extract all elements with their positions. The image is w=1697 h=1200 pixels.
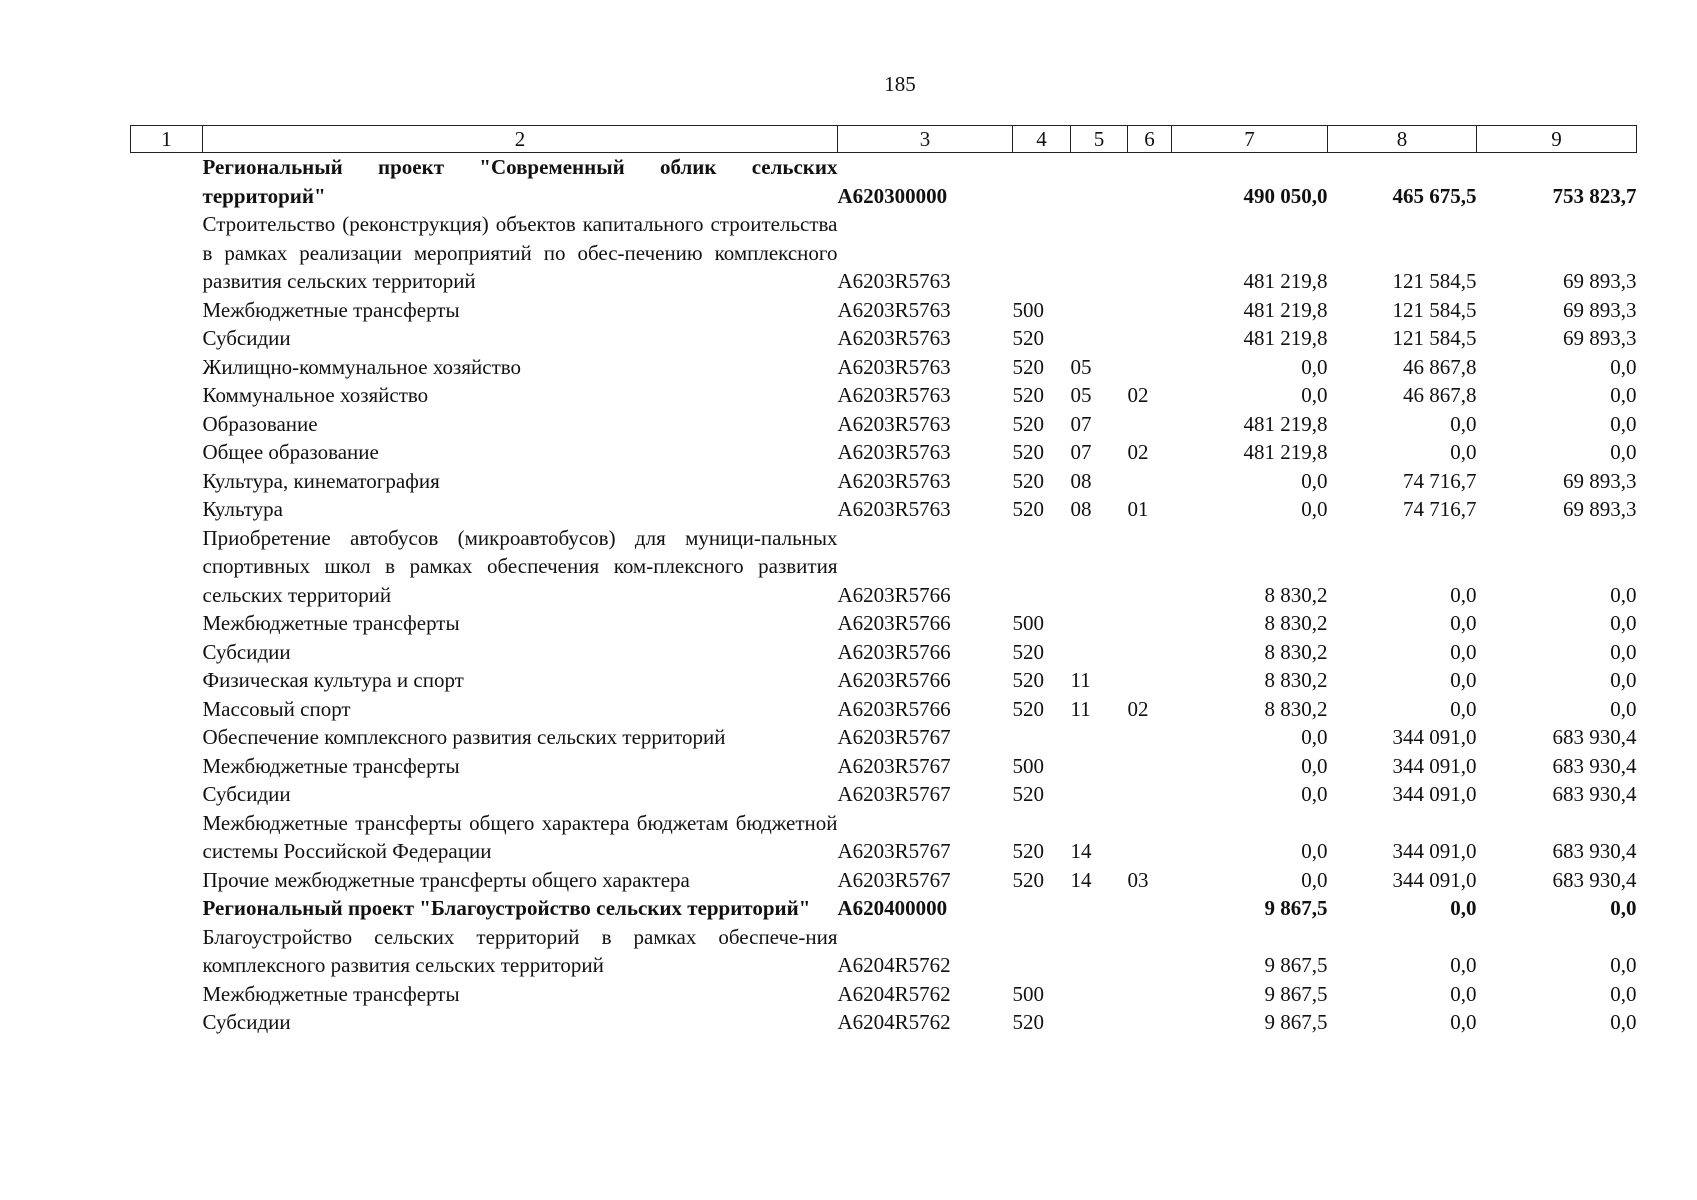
expense-type <box>1013 723 1071 752</box>
col-1 <box>131 780 203 809</box>
amount-col-8: 0,0 <box>1450 440 1477 464</box>
item-name: Субсидии <box>202 1010 291 1034</box>
subsection <box>1128 752 1172 781</box>
subsection <box>1128 296 1172 325</box>
expense-type: 500 <box>1012 611 1044 635</box>
table-row <box>131 752 1637 781</box>
amount-col-9: 0,0 <box>1610 582 1637 607</box>
target-code: А6203R5766 <box>837 696 951 721</box>
subsection <box>1128 524 1172 610</box>
col-1 <box>131 923 203 980</box>
subsection: 02 <box>1127 440 1149 464</box>
expense-type <box>1013 923 1071 980</box>
table-row <box>131 524 1637 610</box>
col-1 <box>131 723 203 752</box>
amount-col-8: 74 716,7 <box>1403 497 1477 521</box>
col-1 <box>131 296 203 325</box>
amount-col-8: 344 091,0 <box>1392 782 1477 806</box>
amount-col-7: 0,0 <box>1301 468 1328 493</box>
amount-col-8: 0,0 <box>1450 953 1477 977</box>
section <box>1071 723 1128 752</box>
table-body <box>131 153 1637 1037</box>
table-row <box>131 1008 1637 1037</box>
target-code: А6203R5767 <box>837 753 951 778</box>
amount-col-8: 0,0 <box>1450 582 1477 607</box>
expense-type: 520 <box>1012 497 1044 521</box>
col-1 <box>131 495 203 524</box>
subsection <box>1128 638 1172 667</box>
amount-col-9: 0,0 <box>1610 411 1637 436</box>
expense-type <box>1013 210 1071 296</box>
expense-type <box>1013 153 1071 211</box>
section <box>1071 296 1128 325</box>
budget-table <box>130 125 1637 1037</box>
header-col-8: 8 <box>1328 126 1477 153</box>
section <box>1071 894 1128 923</box>
table-row <box>131 324 1637 353</box>
amount-col-7: 8 830,2 <box>1264 611 1328 635</box>
amount-col-8: 0,0 <box>1450 1010 1477 1034</box>
subsection: 02 <box>1127 383 1149 407</box>
col-1 <box>131 324 203 353</box>
subsection <box>1128 410 1172 439</box>
amount-col-9: 0,0 <box>1610 1010 1637 1034</box>
target-code: А6203R5767 <box>837 725 951 749</box>
amount-col-9: 69 893,3 <box>1563 269 1637 293</box>
amount-col-7: 0,0 <box>1301 354 1328 379</box>
item-name: Жилищно-коммунальное хозяйство <box>202 354 522 379</box>
expense-type: 520 <box>1012 468 1044 493</box>
item-name: Благоустройство сельских территорий в рамках обеспече-ния комплексного развития сельских территорий <box>202 924 838 977</box>
header-col-4: 4 <box>1013 126 1071 153</box>
amount-col-9: 69 893,3 <box>1563 468 1637 493</box>
item-name: Межбюджетные трансферты <box>202 753 460 778</box>
amount-col-7: 9 867,5 <box>1264 953 1328 977</box>
amount-col-7: 0,0 <box>1301 839 1328 863</box>
amount-col-7: 0,0 <box>1301 753 1328 778</box>
amount-col-8: 344 091,0 <box>1392 839 1477 863</box>
item-name: Приобретение автобусов (микроавтобусов) для муници-пальных спортивных школ в рамках обеспечения ком-плексного развития сельских территорий <box>202 525 838 607</box>
amount-col-7: 9 867,5 <box>1264 896 1328 920</box>
expense-type <box>1013 894 1071 923</box>
target-code: А6203R5763 <box>837 354 951 379</box>
header-col-2: 2 <box>203 126 838 153</box>
amount-col-7: 481 219,8 <box>1243 440 1328 464</box>
subsection <box>1128 1008 1172 1037</box>
target-code: А6203R5766 <box>837 611 951 635</box>
amount-col-8: 344 091,0 <box>1392 753 1477 778</box>
col-1 <box>131 381 203 410</box>
amount-col-7: 490 050,0 <box>1243 183 1328 208</box>
col-1 <box>131 638 203 667</box>
subsection <box>1128 609 1172 638</box>
amount-col-9: 0,0 <box>1610 383 1637 407</box>
amount-col-7: 0,0 <box>1301 867 1328 892</box>
amount-col-8: 121 584,5 <box>1392 269 1477 293</box>
col-1 <box>131 809 203 866</box>
target-code: А620300000 <box>837 183 948 208</box>
expense-type: 500 <box>1012 981 1044 1006</box>
amount-col-7: 0,0 <box>1301 497 1328 521</box>
item-name: Межбюджетные трансферты <box>202 611 460 635</box>
target-code: А6203R5766 <box>837 668 951 692</box>
expense-type: 520 <box>1012 782 1044 806</box>
table-row <box>131 723 1637 752</box>
subsection <box>1128 894 1172 923</box>
amount-col-7: 481 219,8 <box>1243 411 1328 436</box>
table-row <box>131 153 1637 211</box>
item-name: Строительство (реконструкция) объектов капитального строительства в рамках реализации мероприятий по обес-печению комплексного развития сельских территорий <box>202 212 838 293</box>
item-name: Региональный проект "Современный облик сельских территорий" <box>202 155 838 208</box>
table-row <box>131 866 1637 895</box>
section: 08 <box>1070 468 1092 493</box>
amount-col-7: 0,0 <box>1301 782 1328 806</box>
section <box>1071 638 1128 667</box>
section: 07 <box>1070 411 1092 436</box>
section: 14 <box>1070 839 1092 863</box>
amount-col-9: 683 930,4 <box>1552 753 1637 778</box>
item-name: Образование <box>202 411 318 436</box>
target-code: А6203R5766 <box>837 639 951 664</box>
subsection <box>1128 780 1172 809</box>
amount-col-9: 0,0 <box>1610 668 1637 692</box>
expense-type: 520 <box>1012 326 1044 350</box>
amount-col-8: 121 584,5 <box>1392 326 1477 350</box>
section: 14 <box>1070 867 1092 892</box>
item-name: Прочие межбюджетные трансферты общего характера <box>202 867 690 892</box>
subsection: 03 <box>1127 867 1149 892</box>
table-row <box>131 980 1637 1009</box>
target-code: А6204R5762 <box>837 1010 951 1034</box>
section <box>1071 324 1128 353</box>
target-code: А6203R5763 <box>837 383 951 407</box>
amount-col-9: 753 823,7 <box>1552 183 1637 208</box>
section <box>1071 780 1128 809</box>
amount-col-9: 683 930,4 <box>1552 867 1637 892</box>
table-row <box>131 809 1637 866</box>
amount-col-9: 683 930,4 <box>1552 782 1637 806</box>
expense-type: 520 <box>1012 839 1044 863</box>
col-1 <box>131 524 203 610</box>
subsection <box>1128 210 1172 296</box>
section: 07 <box>1070 440 1092 464</box>
section <box>1071 524 1128 610</box>
subsection <box>1128 153 1172 211</box>
header-col-7: 7 <box>1172 126 1328 153</box>
amount-col-7: 0,0 <box>1301 725 1328 749</box>
expense-type: 520 <box>1012 411 1044 436</box>
amount-col-9: 69 893,3 <box>1563 497 1637 521</box>
amount-col-9: 0,0 <box>1610 611 1637 635</box>
table-row <box>131 296 1637 325</box>
table-row <box>131 780 1637 809</box>
table-row <box>131 894 1637 923</box>
item-name: Межбюджетные трансферты <box>202 981 460 1006</box>
expense-type: 500 <box>1012 297 1044 322</box>
amount-col-7: 8 830,2 <box>1264 668 1328 692</box>
subsection <box>1128 353 1172 382</box>
section <box>1071 609 1128 638</box>
table-row <box>131 695 1637 724</box>
amount-col-8: 46 867,8 <box>1403 354 1477 379</box>
amount-col-8: 0,0 <box>1450 896 1477 920</box>
amount-col-9: 69 893,3 <box>1563 326 1637 350</box>
amount-col-9: 0,0 <box>1610 981 1637 1006</box>
amount-col-9: 69 893,3 <box>1563 297 1637 322</box>
section: 11 <box>1070 668 1091 692</box>
col-1 <box>131 153 203 211</box>
amount-col-9: 0,0 <box>1610 953 1637 977</box>
table-row <box>131 609 1637 638</box>
amount-col-9: 0,0 <box>1610 440 1637 464</box>
table-row <box>131 353 1637 382</box>
col-1 <box>131 866 203 895</box>
section <box>1071 752 1128 781</box>
col-1 <box>131 438 203 467</box>
expense-type: 520 <box>1012 440 1044 464</box>
expense-type: 520 <box>1012 1010 1044 1034</box>
item-name: Физическая культура и спорт <box>202 668 464 692</box>
amount-col-9: 0,0 <box>1610 354 1637 379</box>
amount-col-7: 8 830,2 <box>1264 696 1328 721</box>
expense-type: 520 <box>1012 867 1044 892</box>
table-row <box>131 495 1637 524</box>
target-code: А6203R5766 <box>837 582 951 607</box>
page-number: 185 <box>884 72 916 96</box>
subsection: 02 <box>1127 696 1149 721</box>
amount-col-7: 9 867,5 <box>1264 1010 1328 1034</box>
section <box>1071 980 1128 1009</box>
col-1 <box>131 666 203 695</box>
header-col-1: 1 <box>131 126 203 153</box>
amount-col-7: 9 867,5 <box>1264 981 1328 1006</box>
amount-col-8: 0,0 <box>1450 696 1477 721</box>
subsection: 01 <box>1127 497 1149 521</box>
col-1 <box>131 894 203 923</box>
subsection <box>1128 923 1172 980</box>
table-row <box>131 467 1637 496</box>
col-1 <box>131 210 203 296</box>
amount-col-8: 0,0 <box>1450 668 1477 692</box>
section <box>1071 1008 1128 1037</box>
expense-type: 520 <box>1012 668 1044 692</box>
col-1 <box>131 467 203 496</box>
item-name: Межбюджетные трансферты <box>202 297 460 322</box>
amount-col-8: 46 867,8 <box>1403 383 1477 407</box>
target-code: А6203R5763 <box>837 497 951 521</box>
expense-type: 500 <box>1012 753 1044 778</box>
header-col-3: 3 <box>838 126 1013 153</box>
header-col-9: 9 <box>1477 126 1637 153</box>
amount-col-9: 0,0 <box>1610 696 1637 721</box>
amount-col-8: 121 584,5 <box>1392 297 1477 322</box>
amount-col-7: 481 219,8 <box>1243 326 1328 350</box>
target-code: А6203R5763 <box>837 269 951 293</box>
table-row <box>131 923 1637 980</box>
item-name: Субсидии <box>202 639 291 664</box>
target-code: А6203R5767 <box>837 867 951 892</box>
amount-col-9: 683 930,4 <box>1552 725 1637 749</box>
expense-type: 520 <box>1012 383 1044 407</box>
subsection <box>1128 723 1172 752</box>
section: 08 <box>1070 497 1092 521</box>
item-name: Культура, кинематография <box>202 468 440 493</box>
section: 11 <box>1070 696 1091 721</box>
subsection <box>1128 809 1172 866</box>
amount-col-9: 683 930,4 <box>1552 839 1637 863</box>
col-1 <box>131 410 203 439</box>
target-code: А6203R5763 <box>837 468 951 493</box>
amount-col-7: 8 830,2 <box>1264 582 1328 607</box>
expense-type: 520 <box>1012 696 1044 721</box>
amount-col-9: 0,0 <box>1610 896 1637 920</box>
amount-col-8: 344 091,0 <box>1392 725 1477 749</box>
target-code: А620400000 <box>837 896 948 920</box>
target-code: А6203R5763 <box>837 326 951 350</box>
item-name: Общее образование <box>202 440 379 464</box>
item-name: Межбюджетные трансферты общего характера бюджетам бюджетной системы Российской Федерации <box>202 810 838 863</box>
amount-col-7: 481 219,8 <box>1243 297 1328 322</box>
amount-col-7: 8 830,2 <box>1264 639 1328 664</box>
table-row <box>131 438 1637 467</box>
item-name: Субсидии <box>202 326 291 350</box>
amount-col-8: 344 091,0 <box>1392 867 1477 892</box>
amount-col-8: 465 675,5 <box>1392 183 1477 208</box>
col-1 <box>131 752 203 781</box>
amount-col-8: 0,0 <box>1450 611 1477 635</box>
section: 05 <box>1070 354 1092 379</box>
header-col-6: 6 <box>1128 126 1172 153</box>
target-code: А6203R5763 <box>837 411 951 436</box>
table-row <box>131 410 1637 439</box>
item-name: Региональный проект "Благоустройство сельских территорий" <box>202 896 811 920</box>
expense-type: 520 <box>1012 354 1044 379</box>
item-name: Коммунальное хозяйство <box>202 383 429 407</box>
table-row <box>131 210 1637 296</box>
section <box>1071 210 1128 296</box>
col-1 <box>131 695 203 724</box>
amount-col-8: 0,0 <box>1450 411 1477 436</box>
item-name: Массовый спорт <box>202 696 351 721</box>
amount-col-8: 0,0 <box>1450 639 1477 664</box>
subsection <box>1128 980 1172 1009</box>
col-1 <box>131 609 203 638</box>
table-row <box>131 381 1637 410</box>
item-name: Обеспечение комплексного развития сельских территорий <box>202 725 726 749</box>
amount-col-9: 0,0 <box>1610 639 1637 664</box>
section <box>1071 923 1128 980</box>
header-col-5: 5 <box>1071 126 1128 153</box>
section: 05 <box>1070 383 1092 407</box>
item-name: Субсидии <box>202 782 291 806</box>
target-code: А6203R5763 <box>837 297 951 322</box>
subsection <box>1128 324 1172 353</box>
subsection <box>1128 666 1172 695</box>
col-1 <box>131 353 203 382</box>
target-code: А6203R5767 <box>837 839 951 863</box>
item-name: Культура <box>202 497 283 521</box>
target-code: А6203R5767 <box>837 782 951 806</box>
table-row <box>131 638 1637 667</box>
target-code: А6204R5762 <box>837 981 951 1006</box>
expense-type: 520 <box>1012 639 1044 664</box>
amount-col-7: 0,0 <box>1301 383 1328 407</box>
expense-type <box>1013 524 1071 610</box>
amount-col-7: 481 219,8 <box>1243 269 1328 293</box>
subsection <box>1128 467 1172 496</box>
amount-col-8: 74 716,7 <box>1403 468 1477 493</box>
col-1 <box>131 980 203 1009</box>
amount-col-8: 0,0 <box>1450 981 1477 1006</box>
col-1 <box>131 1008 203 1037</box>
target-code: А6204R5762 <box>837 953 951 977</box>
section <box>1071 153 1128 211</box>
header-row <box>131 126 1637 153</box>
table-row <box>131 666 1637 695</box>
target-code: А6203R5763 <box>837 440 951 464</box>
